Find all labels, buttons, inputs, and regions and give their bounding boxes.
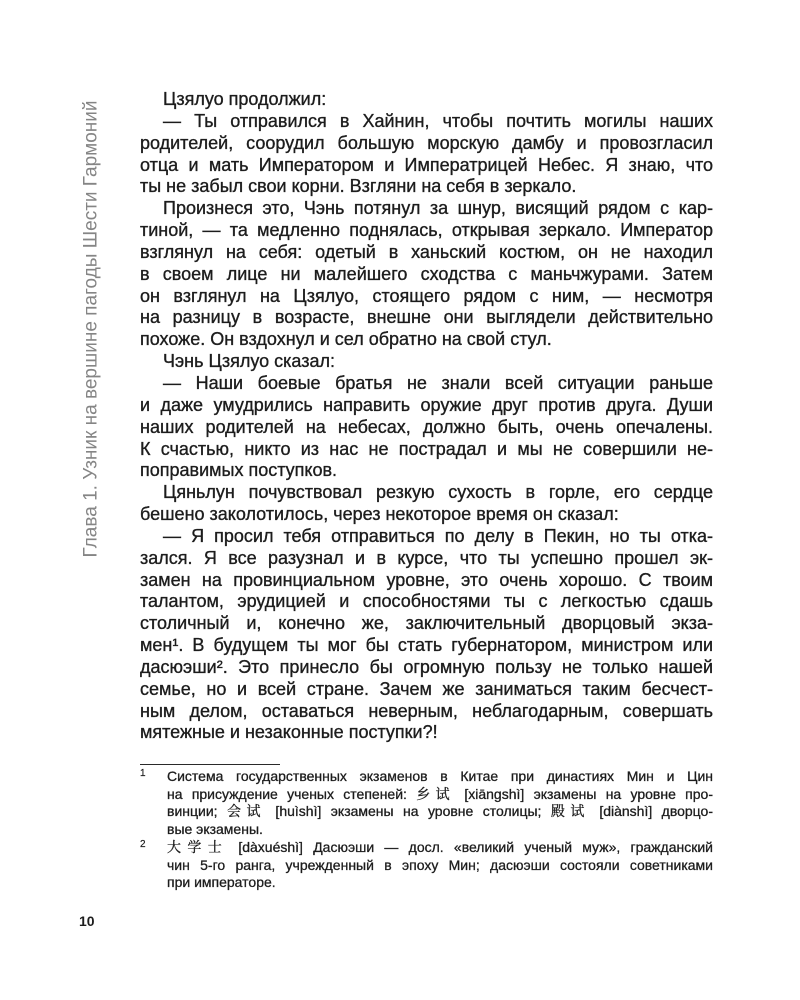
text-line: отца и мать Императором и Императрицей Небес. Я знаю, что [140, 154, 713, 175]
text-line: родителей, соорудил большую морскую дамбу и провозгласил [140, 132, 713, 153]
text-line: в своем лице ни малейшего сходства с маньчжурами. Затем [140, 263, 713, 284]
text-line: ным делом, оставаться неверным, неблагодарным, совершать [140, 700, 713, 721]
running-header: Глава 1. Узник на вершине пагоды Шести Гармоний [80, 100, 102, 558]
footnote-marker: 2 [140, 839, 146, 850]
text-line: талантом, эрудицией и способностями ты с легкостью сдашь [140, 591, 713, 612]
paragraph [140, 526, 713, 744]
paragraph [140, 351, 713, 373]
text-line: столичный и, конечно же, заключительный дворцовый экза- [140, 613, 713, 634]
paragraph [140, 198, 713, 351]
main-text [140, 89, 713, 744]
footnote-line: Система государственных экзаменов в Китае при династиях Мин и Цин [167, 768, 713, 784]
paragraph [140, 89, 713, 111]
text-line: взглянул на себя: одетый в ханьский костюм, он не находил [140, 241, 713, 262]
text-line: поправимых поступков. [140, 460, 338, 481]
footnote [140, 768, 713, 838]
footnote-line: вые экзамены. [167, 820, 263, 837]
paragraph [140, 373, 713, 482]
text-line: и даже умудрились направить оружие друг против друга. Души [140, 394, 713, 415]
text-line: — Я просил тебя отправиться по делу в Пекин, но ты отка- [163, 525, 713, 546]
text-line: бешено заколотилось, через некоторое время он сказал: [140, 504, 619, 525]
footnotes [140, 768, 713, 892]
footnote-separator [140, 764, 280, 765]
text-line: К счастью, никто из нас не пострадал и мы не совершили не- [140, 438, 713, 459]
text-line: замен на провинциальном уровне, это очень хорошо. С твоим [140, 569, 713, 590]
text-line: зался. Я все разузнал и в курсе, что ты успешно прошел эк- [140, 547, 713, 568]
footnote [140, 839, 713, 892]
text-line: семье, но и всей стране. Зачем же заниматься таким бесчест- [140, 678, 713, 699]
text-line: Произнеся это, Чэнь потянул за шнур, висящий рядом с кар- [163, 198, 713, 219]
text-line: ты не забыл свои корни. Взгляни на себя в зеркало. [140, 176, 577, 197]
text-line: Чэнь Цзялуо сказал: [163, 351, 335, 372]
text-line: — Наши боевые братья не знали всей ситуации раньше [163, 372, 713, 393]
paragraph [140, 482, 713, 526]
text-line: тиной, — та медленно поднялась, открывая зеркало. Император [140, 220, 713, 241]
page-number: 10 [79, 913, 95, 929]
text-line: — Ты отправился в Хайнин, чтобы почтить могилы наших [163, 110, 713, 131]
footnote-line: 大学士 [dàxuéshì] Дасюэши — досл. «великий ученый муж», гражданский [167, 839, 713, 855]
footnote-line: чин 5-го ранга, учрежденный в эпоху Мин; дасюэши состояли советниками [167, 856, 713, 873]
text-line: мятежные и незаконные поступки?! [140, 722, 438, 743]
text-line: похоже. Он вздохнул и сел обратно на свой стул. [140, 329, 552, 350]
text-line: Цзялуо продолжил: [163, 89, 327, 109]
footnote-marker: 1 [140, 768, 146, 779]
text-line: на разницу в возрасте, внешне они выглядели действительно [140, 307, 713, 328]
footnote-line: при императоре. [167, 874, 276, 890]
footnote-line: на присуждение ученых степеней: 乡试 [xiāngshì] экзамены на уровне про- [167, 785, 713, 802]
paragraph [140, 111, 713, 198]
footnote-line: винции; 会试 [huìshì] экзамены на уровне столицы; 殿试 [diànshì] дворцо- [167, 803, 713, 819]
text-line: дасюэши². Это принесло бы огромную пользу не только нашей [140, 656, 713, 677]
text-line: мен¹. В будущем ты мог бы стать губернатором, министром или [140, 635, 713, 656]
text-line: он взглянул на Цзялуо, стоящего рядом с ним, — несмотря [140, 285, 713, 306]
text-line: Цяньлун почувствовал резкую сухость в горле, его сердце [163, 482, 713, 503]
text-line: наших родителей на небесах, должно быть, очень опечалены. [140, 416, 713, 437]
